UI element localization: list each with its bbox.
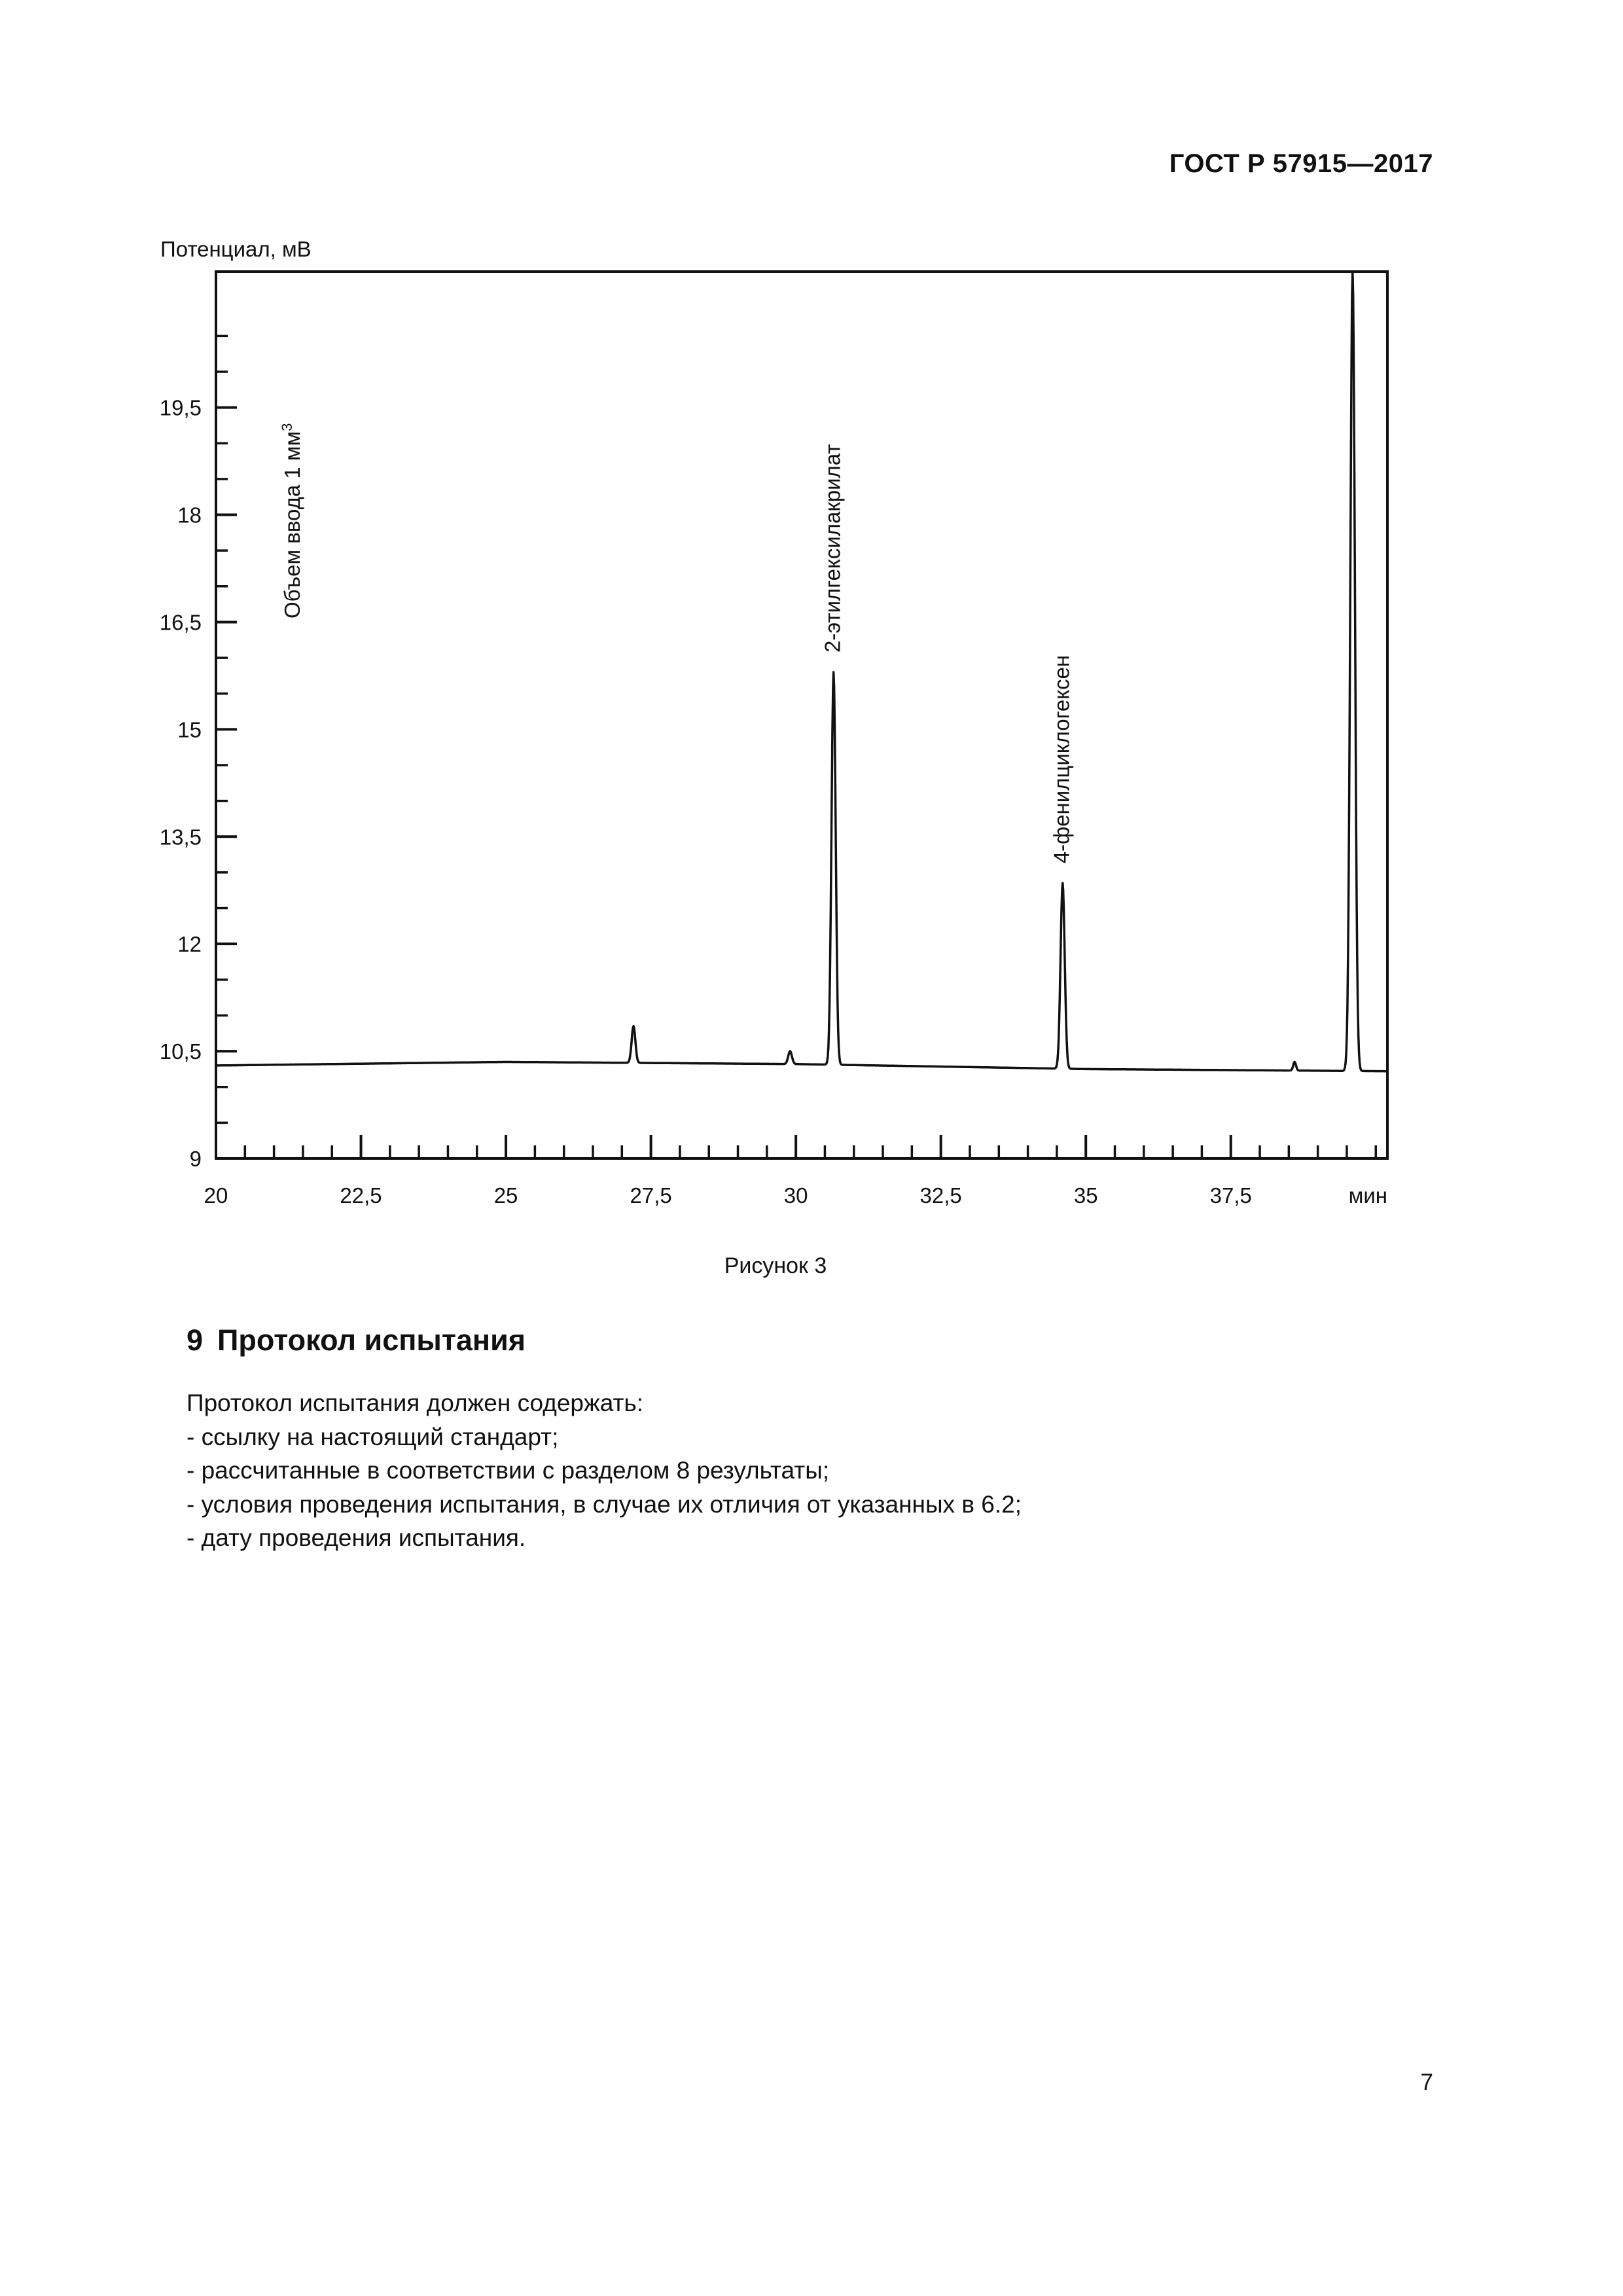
document-code: ГОСТ Р 57915—2017 xyxy=(1169,149,1433,178)
section-heading xyxy=(187,1323,526,1357)
y-tick-label: 13,5 xyxy=(159,825,202,850)
list-item: - условия проведения испытания, в случае их отличия от указанных в 6.2; xyxy=(187,1490,1022,1518)
x-tick-label: 32,5 xyxy=(919,1183,962,1208)
y-tick-label: 19,5 xyxy=(159,395,202,420)
injection-volume-note: Объем ввода 1 $мм^3$ xyxy=(279,423,304,619)
section-body xyxy=(187,1386,1022,1555)
y-tick-label: 15 xyxy=(177,717,202,742)
x-tick-label: 30 xyxy=(783,1183,808,1208)
x-tick-label: 22,5 xyxy=(340,1183,382,1208)
x-tick-label: 27,5 xyxy=(630,1183,672,1208)
y-axis-title: Потенциал, мВ xyxy=(160,237,312,261)
y-tick-label: 12 xyxy=(177,932,202,957)
list-item: - ссылку на настоящий стандарт; xyxy=(187,1423,559,1450)
x-tick-label: 37,5 xyxy=(1209,1183,1252,1208)
figure-caption: Рисунок 3 xyxy=(724,1253,827,1278)
requirements-list xyxy=(187,1420,1022,1555)
peak-label: 4-фенилциклогексен xyxy=(1049,655,1074,864)
list-item: - дату проведения испытания. xyxy=(187,1524,526,1551)
page-number: 7 xyxy=(1420,2070,1433,2095)
list-item: - рассчитанные в соответствии с разделом 8 результаты; xyxy=(187,1457,830,1484)
chromatogram-trace xyxy=(216,272,1387,1071)
y-tick-label: 18 xyxy=(177,503,202,528)
superscript: 3 xyxy=(279,423,295,431)
y-tick-label: 10,5 xyxy=(159,1039,202,1064)
x-axis-unit: мин xyxy=(1348,1183,1387,1208)
section-number: 9 xyxy=(187,1323,204,1357)
peak-label: 2-этилгексилакрилат xyxy=(820,444,845,653)
x-tick-label: 35 xyxy=(1073,1183,1098,1208)
section-intro: Протокол испытания должен содержать: xyxy=(187,1390,644,1416)
y-tick-label: 9 xyxy=(189,1147,202,1171)
plot-frame xyxy=(216,272,1387,1158)
x-tick-label: 20 xyxy=(204,1183,228,1208)
section-title: Протокол испытания xyxy=(217,1323,526,1357)
x-tick-label: 25 xyxy=(493,1183,518,1208)
y-tick-label: 16,5 xyxy=(159,610,202,635)
